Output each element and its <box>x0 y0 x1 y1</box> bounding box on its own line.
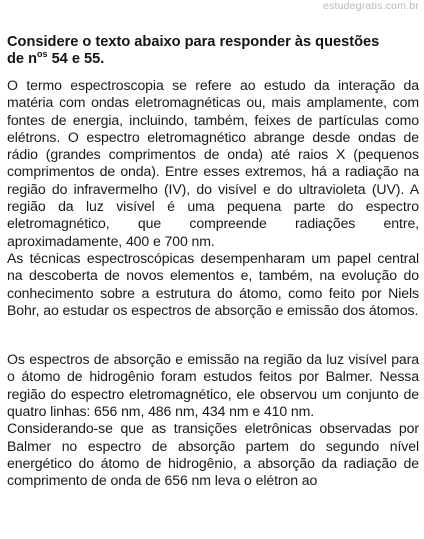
question-text <box>7 34 419 490</box>
question-heading <box>7 34 419 68</box>
heading-line2-prefix: de n <box>7 51 37 67</box>
paragraph-spectroscopy-intro: O termo espectroscopia se refere ao estudo da interação da matéria com ondas eletromagnéticas ou, mais amplamente, com fontes de energia, incluindo, também, feixes de partículas como elétrons. O espectro eletromagnético abrange desde ondas de rádio (grandes comprimentos de onda) até raios X (pequenos comprimentos de onda). Entre esses extremos, há a radiação na região do infravermelho (IV), do visível e do ultravioleta (UV). A região da luz visível é uma pequena parte do espectro eletromagnético, que compreende radiações entre, aproximadamente, 400 e 700 nm. <box>7 77 419 249</box>
paragraph-gap <box>7 319 419 351</box>
heading-line2-suffix: 54 e 55. <box>47 51 105 67</box>
watermark: estudegratis.com.br <box>322 0 419 12</box>
heading-line1: Considere o texto abaixo para responder às questões <box>7 34 380 50</box>
paragraph-question-stem: Considerando-se que as transições eletrônicas observadas por Balmer no espectro de absorção partem do segundo nível energético do átomo de hidrogênio, a absorção da radiação de comprimento de onda de 656 nm leva o elétron ao <box>7 420 419 489</box>
paragraph-spectroscopy-history: As técnicas espectroscópicas desempenharam um papel central na descoberta de novos elementos e, também, na evolução do conhecimento sobre a estrutura do átomo, como feito por Niels Bohr, ao estudar os espectros de absorção e emissão dos átomos. <box>7 249 419 318</box>
heading-superscript: os <box>37 49 48 59</box>
paragraph-balmer-lines: Os espectros de absorção e emissão na região da luz visível para o átomo de hidrogênio foram estudos feitos por Balmer. Nessa região do espectro eletromagnético, ele observou um conjunto de quatro linhas: 656 nm, 486 nm, 434 nm e 410 nm. <box>7 351 419 420</box>
